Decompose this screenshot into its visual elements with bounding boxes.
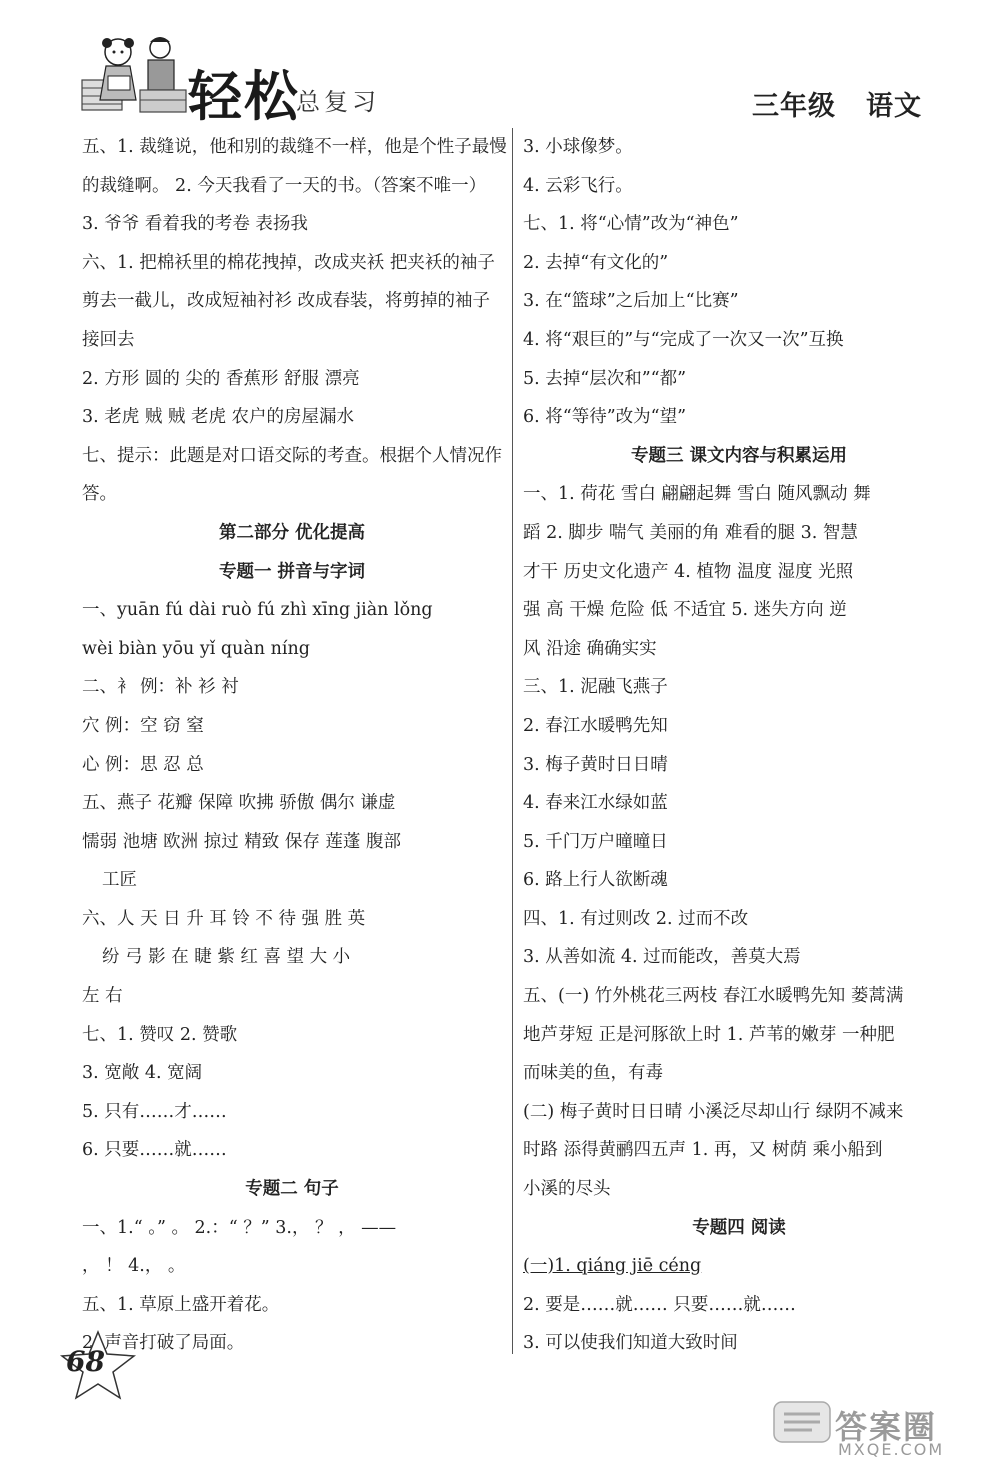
answer-line: 5. 千门万户曈曈日 xyxy=(523,831,668,852)
answer-line: 心 例：思 忍 总 xyxy=(82,754,204,775)
left-column xyxy=(82,128,507,1363)
answer-line: 2. 春江水暖鸭先知 xyxy=(523,715,668,736)
answer-line: 纷 弓 影 在 睫 紫 红 喜 望 大 小 xyxy=(102,947,351,968)
answer-line: 4. 云彩飞行。 xyxy=(523,175,633,196)
answer-line: 一、1. 荷花 雪白 翩翩起舞 雪白 随风飘动 舞 xyxy=(523,484,871,505)
answer-line: 五、燕子 花瓣 保障 吹拂 骄傲 偶尔 谦虚 xyxy=(82,793,396,814)
answer-line: 小溪的尽头 xyxy=(523,1179,611,1200)
part-heading: 第二部分 优化提高 xyxy=(218,522,366,543)
answer-line: 地芦芽短 正是河豚欲上时 1. 芦苇的嫩芽 一种肥 xyxy=(523,1024,895,1045)
answer-line: 3. 小球像梦。 xyxy=(523,137,633,157)
answer-line: 6. 将“等待”改为“望” xyxy=(523,407,687,428)
column-divider xyxy=(512,128,513,1354)
watermark-url: MXQE.COM xyxy=(838,1440,945,1459)
answer-line: 2. 要是……就…… 只要……就…… xyxy=(523,1294,796,1315)
answer-line: 穴 例：空 窃 窒 xyxy=(82,715,204,736)
answer-line: 4. 春来江水绿如蓝 xyxy=(523,793,668,814)
answer-line: 2. 去掉“有文化的” xyxy=(523,252,669,273)
answer-line: 七、1. 将“心情”改为“神色” xyxy=(523,214,739,235)
answer-line: 而味美的鱼，有毒 xyxy=(523,1063,663,1084)
answer-line: 6. 只要……就…… xyxy=(82,1140,227,1161)
answer-line: 六、1. 把棉袄里的棉花拽掉，改成夹袄 把夹袄的袖子 xyxy=(82,252,495,273)
page-number: 68 xyxy=(66,1345,105,1378)
topic-heading: 专题四 阅读 xyxy=(692,1217,786,1238)
answer-line: wèi biàn yōu yǐ quàn níng xyxy=(82,638,310,659)
answer-line: 左 右 xyxy=(82,986,123,1007)
answer-line: 才干 历史文化遗产 4. 植物 温度 湿度 光照 xyxy=(523,561,854,582)
answer-line: 3. 在“篮球”之后加上“比赛” xyxy=(523,291,739,312)
answer-line: ， ！ 4.， 。 xyxy=(82,1256,186,1277)
answer-line: 4. 将“艰巨的”与“完成了一次又一次”互换 xyxy=(523,329,844,350)
answer-line: 七、提示：此题是对口语交际的考查。根据个人情况作 xyxy=(82,445,502,466)
answer-line: 三、1. 泥融飞燕子 xyxy=(523,677,668,698)
answer-line: 剪去一截儿，改成短袖衬衫 改成春装，将剪掉的袖子 xyxy=(82,291,491,312)
answer-line: 3. 可以使我们知道大致时间 xyxy=(523,1333,738,1354)
answer-line: 5. 只有……才…… xyxy=(82,1101,227,1122)
reading-children-illustration xyxy=(78,30,190,118)
brand-title: 轻松 xyxy=(188,64,300,128)
answer-line: 3. 爷爷 看着我的考卷 表扬我 xyxy=(82,214,308,235)
watermark-text: 答案圈 xyxy=(835,1408,938,1446)
answer-line: 3. 从善如流 4. 过而能改，善莫大焉 xyxy=(523,947,801,968)
answer-line: 风 沿途 确确实实 xyxy=(523,638,657,659)
answer-line: (二) 梅子黄时日日晴 小溪泛尽却山行 绿阴不减来 xyxy=(523,1101,904,1122)
answer-line: 四、1. 有过则改 2. 过而不改 xyxy=(523,908,749,929)
answer-line: 六、人 天 日 升 耳 铃 不 待 强 胜 英 xyxy=(82,908,366,929)
answer-line: 6. 路上行人欲断魂 xyxy=(523,870,668,891)
answer-line: 七、1. 赞叹 2. 赞歌 xyxy=(82,1024,238,1045)
answer-line: 3. 梅子黄时日日晴 xyxy=(523,754,668,775)
page-header xyxy=(0,0,1000,128)
answer-line: 强 高 干燥 危险 低 不适宜 5. 迷失方向 逆 xyxy=(523,600,847,621)
topic-heading: 专题三 课文内容与积累运用 xyxy=(630,445,848,466)
answer-line: 一、1.“ 。” 。 2.：“ ？” 3.， ？ ， —— xyxy=(82,1217,397,1238)
answer-line: 五、1. 裁缝说，他和别的裁缝不一样，他是个性子最慢 xyxy=(82,137,507,157)
answer-line: 2. 方形 圆的 尖的 香蕉形 舒服 漂亮 xyxy=(82,368,360,389)
topic-heading: 专题一 拼音与字词 xyxy=(218,561,366,582)
grade-label: 三年级 xyxy=(752,91,836,122)
answer-line: 3. 老虎 贼 贼 老虎 农户的房屋漏水 xyxy=(82,407,355,428)
answer-line: 五、1. 草原上盛开着花。 xyxy=(82,1294,280,1315)
brand-subtitle: 总复习 xyxy=(296,88,380,116)
answer-line: 懦弱 池塘 欧洲 掠过 精致 保存 莲蓬 腹部 xyxy=(82,831,401,852)
answer-line: 3. 宽敞 4. 宽阔 xyxy=(82,1063,203,1084)
answer-line: 5. 去掉“层次和”“都” xyxy=(523,368,687,389)
right-column xyxy=(523,128,955,1363)
answer-line: 蹈 2. 脚步 喘气 美丽的角 难看的腿 3. 智慧 xyxy=(523,522,858,543)
answer-line: 一、yuān fú dài ruò fú zhì xīng jiàn lǒng xyxy=(82,600,433,621)
answer-line: (一)1. qiáng jiē céng xyxy=(523,1256,702,1277)
answer-line: 二、衤 例：补 衫 衬 xyxy=(82,677,239,698)
answer-line: 时路 添得黄鹂四五声 1. 再，又 树荫 乘小船到 xyxy=(523,1140,883,1161)
answer-line: 的裁缝啊。 2. 今天我看了一天的书。（答案不唯一） xyxy=(82,175,487,196)
answer-line: 接回去 xyxy=(82,329,135,350)
answer-line: 工匠 xyxy=(102,870,137,891)
answer-line: 2. 声音打破了局面。 xyxy=(82,1333,245,1354)
subject-label: 语文 xyxy=(866,91,922,122)
topic-heading: 专题二 句子 xyxy=(245,1179,339,1200)
answer-line: 答。 xyxy=(82,484,117,505)
answer-line: 五、(一) 竹外桃花三两枝 春江水暖鸭先知 蒌蒿满 xyxy=(523,986,904,1007)
